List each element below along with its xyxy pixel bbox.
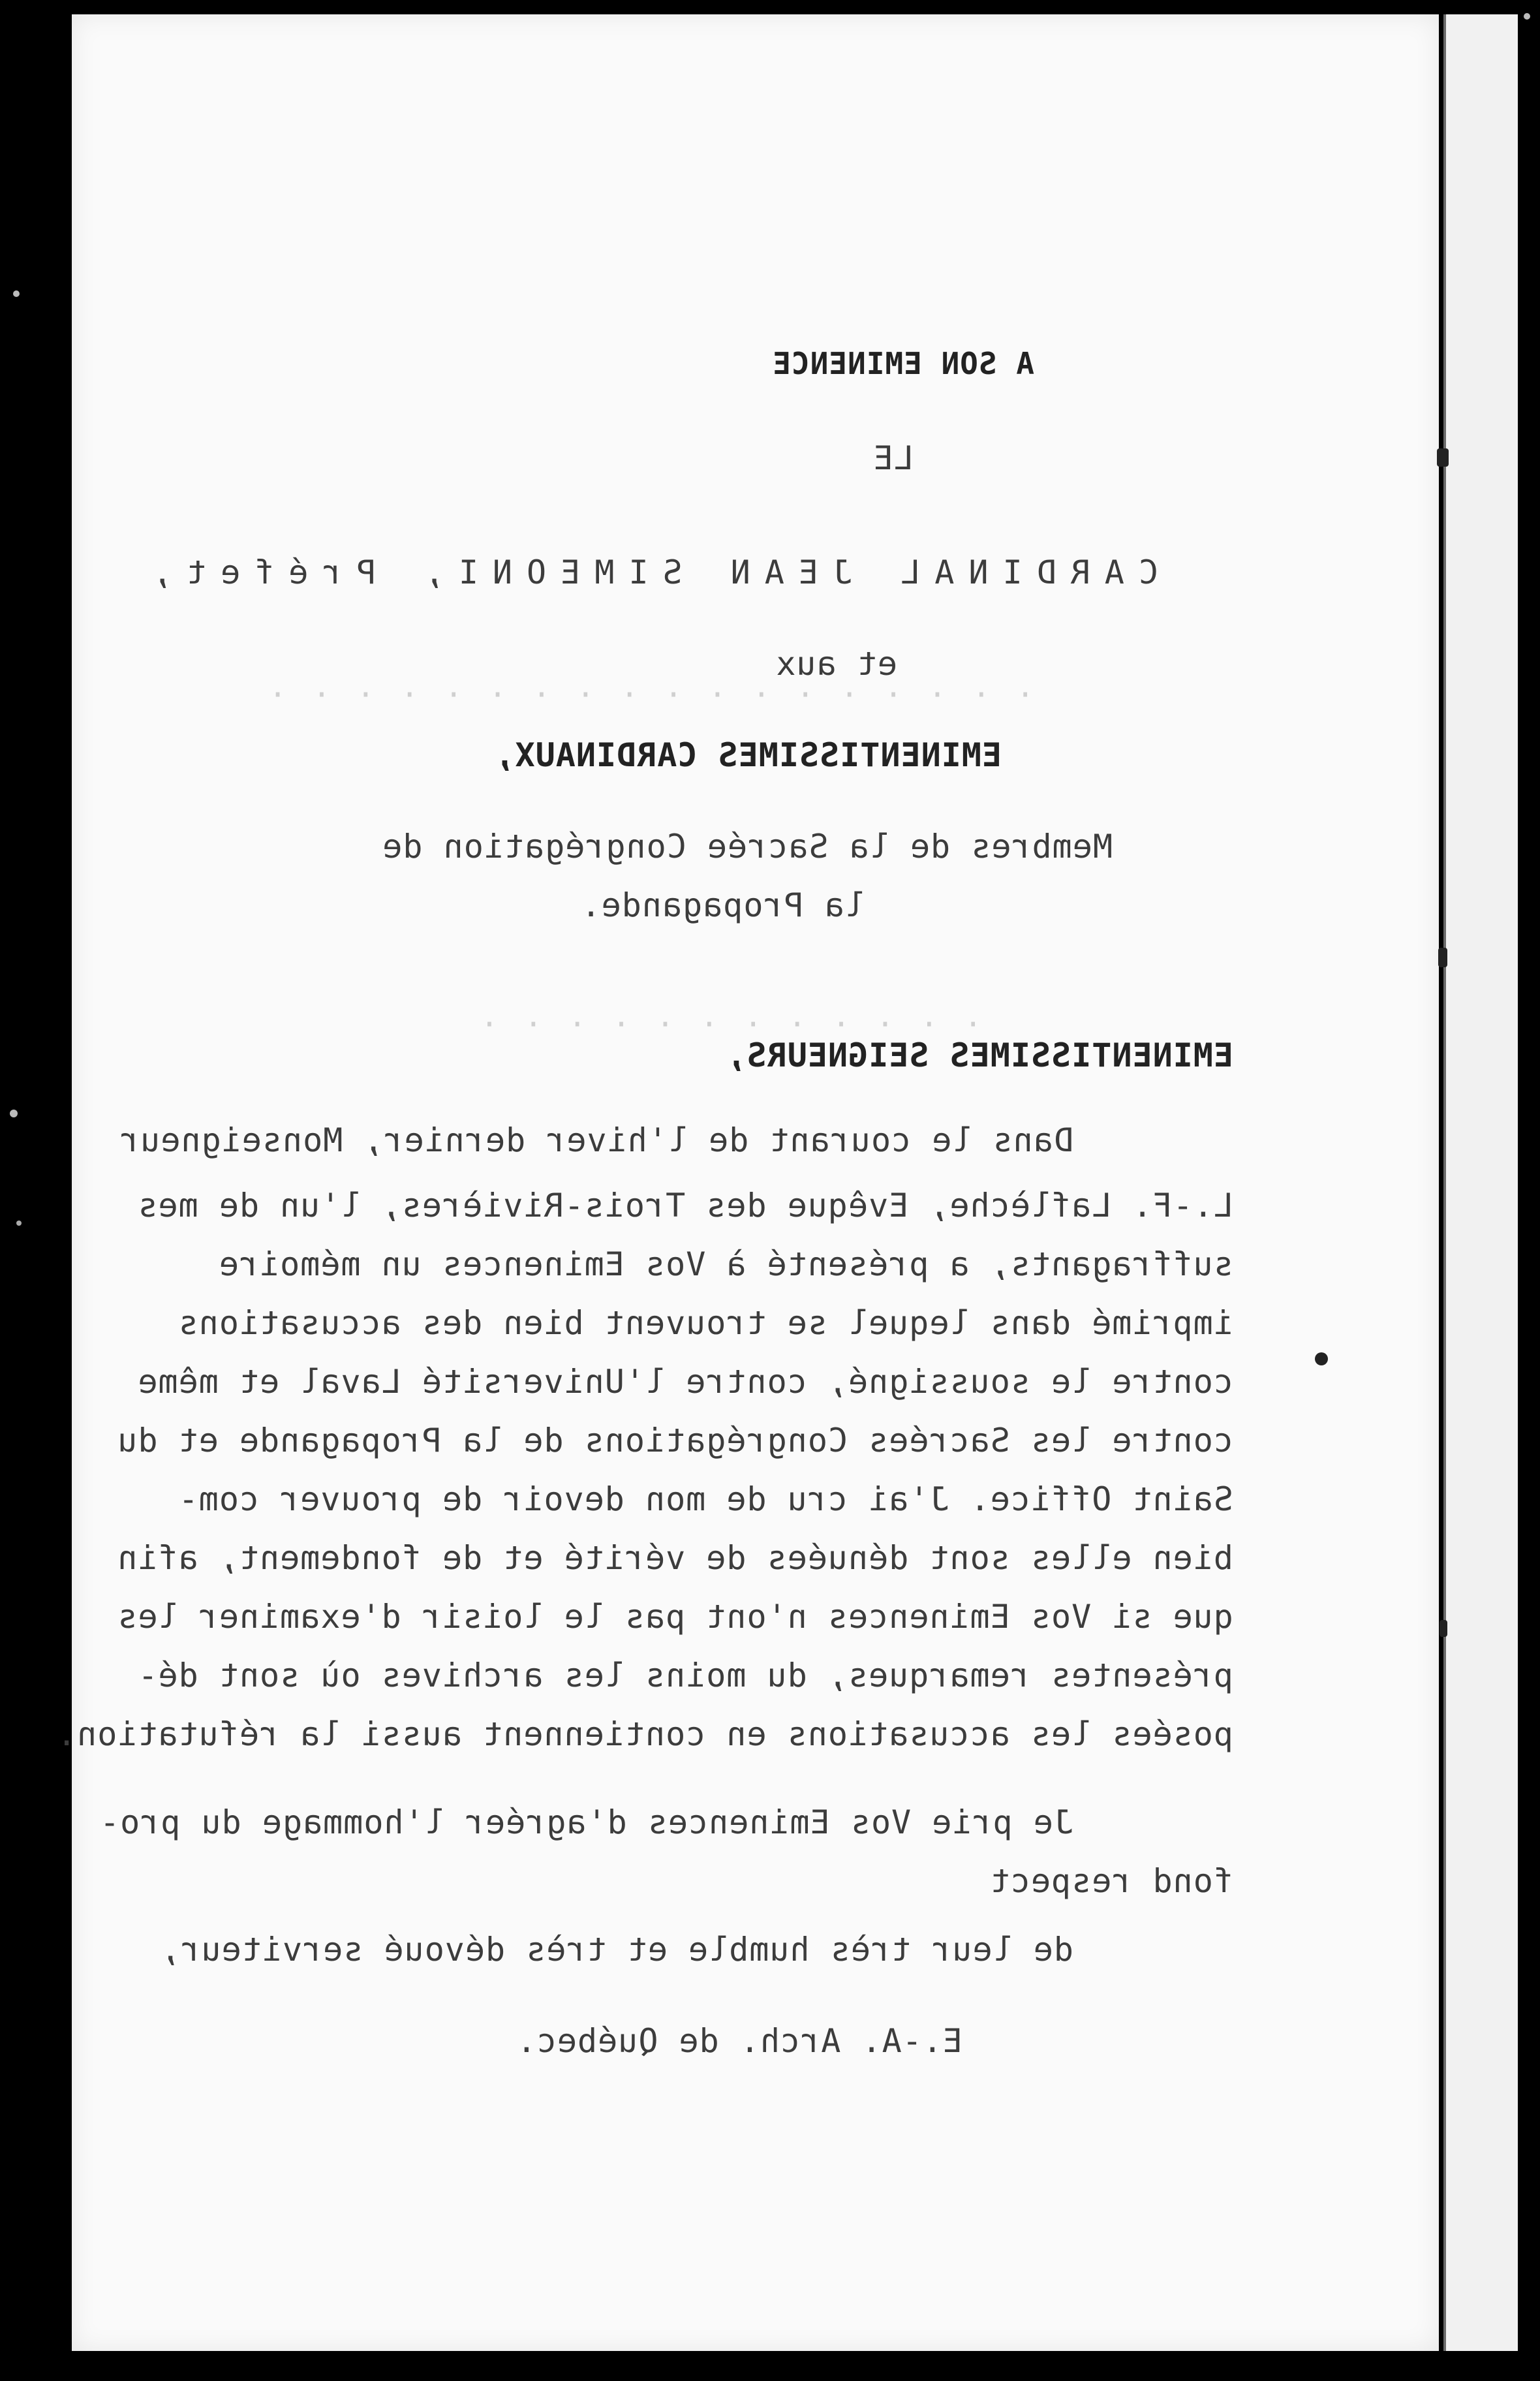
heading-line-5: EMINENTISSIMES CARDINAUX,: [494, 736, 1002, 774]
body-line: contre les Sacrées Congrégations de la Propagande et du: [117, 1422, 1233, 1459]
mirrored-text-layer: [56, 14, 1439, 2351]
bleed-through-text: · · · · · · · · · · · ·: [476, 1006, 982, 1042]
body-line: bien elles sont dénuées de vérité et de fondement, afin: [117, 1539, 1233, 1577]
adjacent-page-edge: [1443, 14, 1518, 2351]
salutation: EMINENTISSIMES SEIGNEURS,: [726, 1036, 1233, 1074]
body-line: L.-F. Laflèche, Evêque des Trois-Rivières, l'un de mes: [137, 1187, 1233, 1224]
heading-line-2: LE: [872, 439, 914, 477]
body-line: imprimé dans lequel se trouvent bien des accusations: [177, 1304, 1233, 1342]
body-line: que si Vos Eminences n'ont pas le loisir d'examiner les: [117, 1598, 1233, 1636]
closing-line: Je prie Vos Eminences d'agréer l'hommage du pro-: [99, 1803, 1073, 1841]
heading-line-4: et aux: [775, 645, 897, 683]
body-line: Dans le courant de l'hiver dernier, Monseigneur: [119, 1121, 1073, 1159]
heading-line-1: A SON EMINENCE: [772, 346, 1034, 381]
page-edge-mark: [1440, 1620, 1447, 1637]
body-line: présentes remarques, du moins les archives où sont dé-: [137, 1657, 1233, 1694]
scan-dust: [13, 290, 20, 297]
bleed-through-text: · · · · · · · · · · · · · · · · · ·: [264, 677, 1034, 712]
heading-line-3: CARDINAL JEAN SIMEONI, Préfet,: [138, 553, 1158, 591]
heading-line-7: la Propagande.: [580, 886, 865, 924]
body-line: posées les accusations en contiennent aussi la réfutation.: [56, 1715, 1233, 1753]
scan-dust: [10, 1110, 18, 1117]
page-edge-mark: [1437, 448, 1449, 467]
body-line: contre le soussigné, contre l'Université Laval et même: [137, 1363, 1233, 1401]
signature: E.-A. Arch. de Québec.: [516, 2022, 962, 2060]
page-edge-mark: [1438, 948, 1447, 967]
body-line: suffragants, a présenté à Vos Eminences un mémoire: [218, 1245, 1233, 1283]
servant-line: de leur très humble et très dévoué serviteur,: [160, 1931, 1073, 1969]
closing-line: fond respect: [989, 1862, 1233, 1900]
scan-dust: [1524, 13, 1530, 20]
document-page: [56, 14, 1439, 2351]
heading-line-6: Membres de la Sacrée Congrégation de: [382, 828, 1113, 865]
body-line: Saint Office. J'ai cru de mon devoir de prouver com-: [177, 1480, 1233, 1518]
ink-speck: [1315, 1352, 1328, 1365]
scan-dust: [16, 1221, 22, 1226]
